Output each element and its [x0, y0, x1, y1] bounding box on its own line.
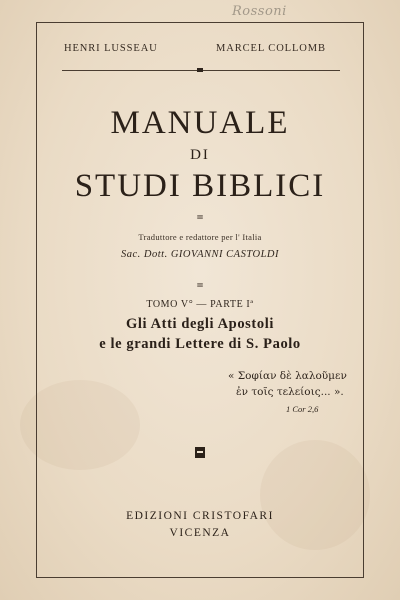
- volume-subtitle-line2: e le grandi Lettere di S. Paolo: [99, 336, 301, 352]
- volume-label: TOMO V° — PARTE Iª: [146, 299, 254, 310]
- separator-mark: =: [196, 278, 204, 292]
- publisher-name: EDIZIONI CRISTOFARI: [126, 510, 274, 522]
- epigraph-line2: ἐν τοῖς τελείοις... ».: [236, 386, 344, 398]
- title-line-studi-biblici: STUDI BIBLICI: [74, 168, 326, 204]
- title-line-di: DI: [190, 147, 210, 163]
- header-rule-ornament: [197, 68, 203, 72]
- separator-mark: =: [196, 210, 204, 224]
- author-henri-lusseau: HENRI LUSSEAU: [64, 43, 158, 54]
- translator-role: Traduttore e redattore per l' Italia: [138, 232, 262, 242]
- publisher-city: VICENZA: [169, 527, 231, 539]
- epigraph-citation: 1 Cor 2,6: [286, 404, 319, 414]
- epigraph-line1: « Σοφίαν δὲ λαλοῦμεν: [228, 370, 347, 382]
- volume-subtitle-line1: Gli Atti degli Apostoli: [126, 316, 274, 332]
- title-line-manuale: MANUALE: [110, 105, 290, 141]
- translator-name: Sac. Dott. GIOVANNI CASTOLDI: [121, 249, 279, 260]
- author-marcel-collomb: MARCEL COLLOMB: [216, 43, 326, 54]
- pencil-annotation: Rossoni: [232, 4, 287, 19]
- publisher-emblem-icon: [195, 447, 205, 458]
